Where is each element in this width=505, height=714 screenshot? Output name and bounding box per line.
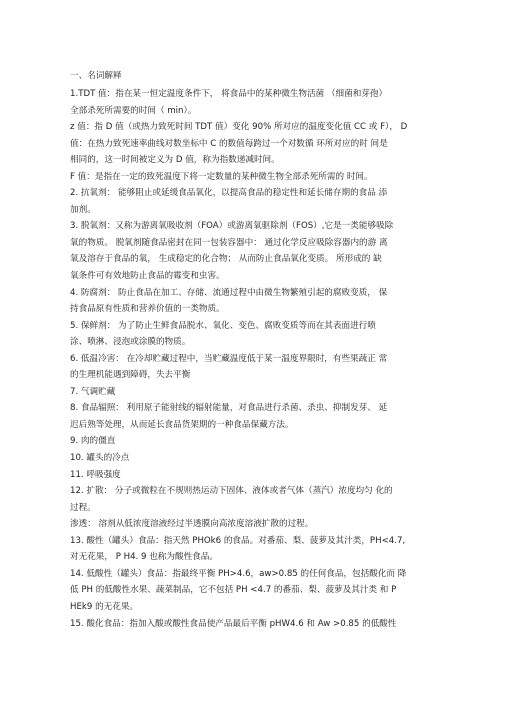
text-line: HEk9 的无花果。	[70, 601, 139, 612]
text-line: 加剂。	[70, 204, 96, 215]
text-line: 持食品原有性质和营养价值的一类物质。	[70, 304, 225, 315]
text-line: 6. 低温冷害： 在冷却贮藏过程中，当贮藏温度低于某一温度界限时，有些果蔬正 常	[70, 353, 388, 364]
text-line: 渗透： 溶剂从低浓度溶液经过半透膜向高浓度溶液扩散的过程。	[70, 519, 314, 530]
section-heading: 一、名词解释	[70, 71, 122, 81]
text-line: F 值：是指在一定的致死温度下将一定数量的某种微生物全部杀死所需的 时间。	[70, 171, 373, 182]
document-body	[70, 88, 442, 630]
text-line: 2. 抗氧剂： 能够阻止或延缓食品氧化，以提高食品的稳定性和延长储存期的食品 添	[70, 188, 388, 199]
text-line: z 值：指 D 值（或热力致死时间 TDT 值）变化 90% 所对应的温度变化值 CC 或 F）， D	[70, 122, 408, 133]
text-line: 氧及溶存于食品的氧， 生成稳定的化合物； 从而防止食品氧化变质。 所形成的 缺	[70, 254, 382, 265]
text-line: 4. 防腐剂： 防止食品在加工、存储、流通过程中由微生物繁殖引起的腐败变质， 保	[70, 287, 388, 298]
text-line: 相同的，这一时间被定义为 D 值，称为指数递减时间。	[70, 155, 280, 166]
text-line: 10. 罐头的冷点	[70, 453, 130, 464]
text-line: 过程。	[70, 502, 96, 513]
text-line: 8. 食品辐照： 利用原子能射线的辐射能量，对食品进行杀菌、杀虫、抑制发芽、 延	[70, 403, 388, 414]
text-line: 涂、喷淋、浸泡或涂膜的物质。	[70, 337, 191, 348]
text-line: 9. 肉的僵直	[70, 436, 116, 447]
text-line: 的生理机能遇到障碍，失去平衡	[70, 370, 191, 381]
text-line: 13. 酸性（罐头）食品：指天然 PHOk6 的食品。对番茄、梨、菠萝及其汁类，PH<4.7,	[70, 535, 406, 546]
text-line: 12. 扩散： 分子或微粒在不规则热运动下固体、液体或者气体（蒸汽）浓度均匀 化的	[70, 486, 393, 497]
text-line: 值：在热力致死速率曲线对数坐标中 C 的数值每跨过一个对数循 环所对应的时 间是	[70, 138, 388, 149]
text-line: 低 PH 的低酸性水果、蔬菜制品，它不包括 PH <4.7 的番茄、梨、菠萝及其汁类 和 P	[70, 585, 397, 596]
text-line: 对无花果， P H4. 9 也称为酸性食品。	[70, 552, 218, 563]
text-line: 7. 气调贮藏	[70, 386, 116, 397]
text-line: 迟后熟等处理，从而延长食品货架期的一种食品保藏方法。	[70, 419, 294, 430]
text-line: 3. 脱氧剂：又称为游离氧吸收剂（FOA）或游离氧驱除剂（FOS）,它是一类能够吸除	[70, 221, 394, 232]
text-line: 全部杀死所需要的时间（ min）。	[70, 105, 197, 116]
text-line: 1.TDT 值：指在某一恒定温度条件下， 将食品中的某种微生物活菌 （细菌和芽孢）	[70, 89, 388, 99]
text-line: 氧的物质。 脱氧剂随食品密封在同一包装容器中： 通过化学反应吸除容器内的游 离	[70, 237, 388, 248]
text-line: 氧条件可有效地防止食品的霉变和虫害。	[70, 271, 225, 282]
text-line: 11. 呼吸强度	[70, 469, 121, 480]
document-page	[70, 70, 442, 634]
text-line: 5. 保鲜剂： 为了防止生鲜食品脱水、氧化、变色、腐败变质等而在其表面进行喷	[70, 320, 376, 331]
text-line: 14. 低酸性（罐头）食品：指最终平衡 PH>4.6，aw>0.85 的任何食品，包括酸化而 降	[70, 568, 407, 579]
text-line: 15. 酸化食品：指加入酸或酸性食品使产品最后平衡 pHW4.6 和 Aw >0.85 的低酸性	[70, 618, 397, 629]
